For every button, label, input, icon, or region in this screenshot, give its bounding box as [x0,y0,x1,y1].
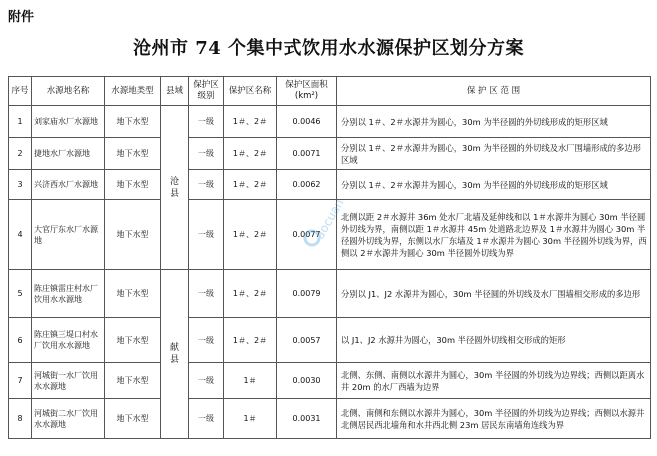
zone-wells: 1＃、2＃ [224,200,277,270]
zone-level: 一级 [189,106,224,138]
zone-area: 0.0030 [277,363,337,399]
zone-level: 一级 [189,170,224,200]
zone-scope: 分别以 J1、J2 水源井为圆心，30m 半径圆的外切线及水厂围墙相交形成的多边形 [337,270,651,318]
zone-level: 一级 [189,200,224,270]
zone-area: 0.0031 [277,399,337,439]
row-number: 6 [9,318,32,363]
zone-area: 0.0057 [277,318,337,363]
table-row [9,363,651,399]
zone-scope: 分别以 1＃、2＃水源井为圆心，30m 为半径圆的外切线形成的矩形区域 [337,170,651,200]
zone-area: 0.0046 [277,106,337,138]
county-cell [161,106,189,270]
zone-scope: 分别以 1＃、2＃水源井为圆心，30m 为半径圆的外切线及水厂围墙形成的多边形区域 [337,138,651,170]
source-name: 捷地水厂水源地 [32,138,105,170]
zone-scope: 北侧、南侧和东侧以水源井为圆心，30m 半径圆的外切线为边界线；西侧以水源井北侧居民西北墙角和水井西北侧 23m 居民东南墙角连线为界 [337,399,651,439]
table-row [9,399,651,439]
row-number: 3 [9,170,32,200]
row-number: 8 [9,399,32,439]
zone-wells: 1＃ [224,399,277,439]
source-type: 地下水型 [105,399,161,439]
row-number: 1 [9,106,32,138]
source-type: 地下水型 [105,270,161,318]
row-number: 7 [9,363,32,399]
table-header-row [9,77,651,106]
zone-scope: 北侧、东侧、南侧以水源井为圆心，30m 半径圆的外切线为边界线；西侧以距离水井 20m 的水厂西墙为边界 [337,363,651,399]
source-type: 地下水型 [105,170,161,200]
source-name: 陈庄镇雷庄村水厂饮用水水源地 [32,270,105,318]
zone-level: 一级 [189,318,224,363]
zone-wells: 1＃、2＃ [224,318,277,363]
table-row [9,200,651,270]
county-name: 献县 [169,343,179,365]
source-name: 兴济西水厂水源地 [32,170,105,200]
zone-level: 一级 [189,138,224,170]
source-name: 大官厅东水厂水源地 [32,200,105,270]
row-number: 4 [9,200,32,270]
zone-area: 0.0079 [277,270,337,318]
zone-wells: 1＃、2＃ [224,106,277,138]
zone-level: 一级 [189,399,224,439]
col-header-scope: 保 护 区 范 围 [337,77,651,106]
table-row [9,106,651,138]
protection-zone-table [8,76,651,439]
source-type: 地下水型 [105,106,161,138]
zone-level: 一级 [189,363,224,399]
source-type: 地下水型 [105,200,161,270]
zone-area: 0.0062 [277,170,337,200]
table-row [9,138,651,170]
attachment-label: 附件 [8,10,35,25]
col-header-type: 水源地类型 [105,77,161,106]
source-name: 河城街一水厂饮用水水源地 [32,363,105,399]
county-cell [161,270,189,439]
source-type: 地下水型 [105,318,161,363]
col-header-no: 序号 [9,77,32,106]
zone-wells: 1＃、2＃ [224,170,277,200]
col-header-name: 水源地名称 [32,77,105,106]
col-header-area: 保护区面积(km²) [277,77,337,106]
source-type: 地下水型 [105,138,161,170]
zone-level: 一级 [189,270,224,318]
zone-area: 0.0071 [277,138,337,170]
col-header-level: 保护区级别 [189,77,224,106]
col-header-county: 县域 [161,77,189,106]
table-row [9,270,651,318]
zone-scope: 分别以 1＃、2＃水源井为圆心，30m 为半径圆的外切线形成的矩形区域 [337,106,651,138]
zone-area: 0.0077 [277,200,337,270]
zone-scope: 北侧以距 2＃水源井 36m 处水厂北墙及延伸线和以 1＃水源井为圆心 30m 半径圆外切线为界，南侧以距 1＃水源井 45m 处道路北边界及 1＃水源井为圆心 30m 半径圆外切线为界，东侧以水厂东墙及 1＃水源井为圆心 30m 半径圆外切线为界，西侧以 2＃水源井为圆心 30m 半径圆外切线为界 [337,200,651,270]
table-row [9,170,651,200]
document-title: 沧州市 74 个集中式饮用水水源保护区划分方案 [132,38,525,59]
row-number: 2 [9,138,32,170]
watermark-text: aocuan [312,196,347,242]
source-name: 陈庄镇三堤口村水厂饮用水水源地 [32,318,105,363]
col-header-zone-name: 保护区名称 [224,77,277,106]
zone-wells: 1＃ [224,363,277,399]
table-row [9,318,651,363]
zone-wells: 1＃、2＃ [224,138,277,170]
source-name: 刘家庙水厂水源地 [32,106,105,138]
source-name: 河城街二水厂饮用水水源地 [32,399,105,439]
county-name: 沧县 [169,176,179,199]
zone-scope: 以 J1、J2 水源井为圆心，30m 半径圆外切线相交形成的矩形 [337,318,651,363]
source-type: 地下水型 [105,363,161,399]
row-number: 5 [9,270,32,318]
zone-wells: 1＃、2＃ [224,270,277,318]
